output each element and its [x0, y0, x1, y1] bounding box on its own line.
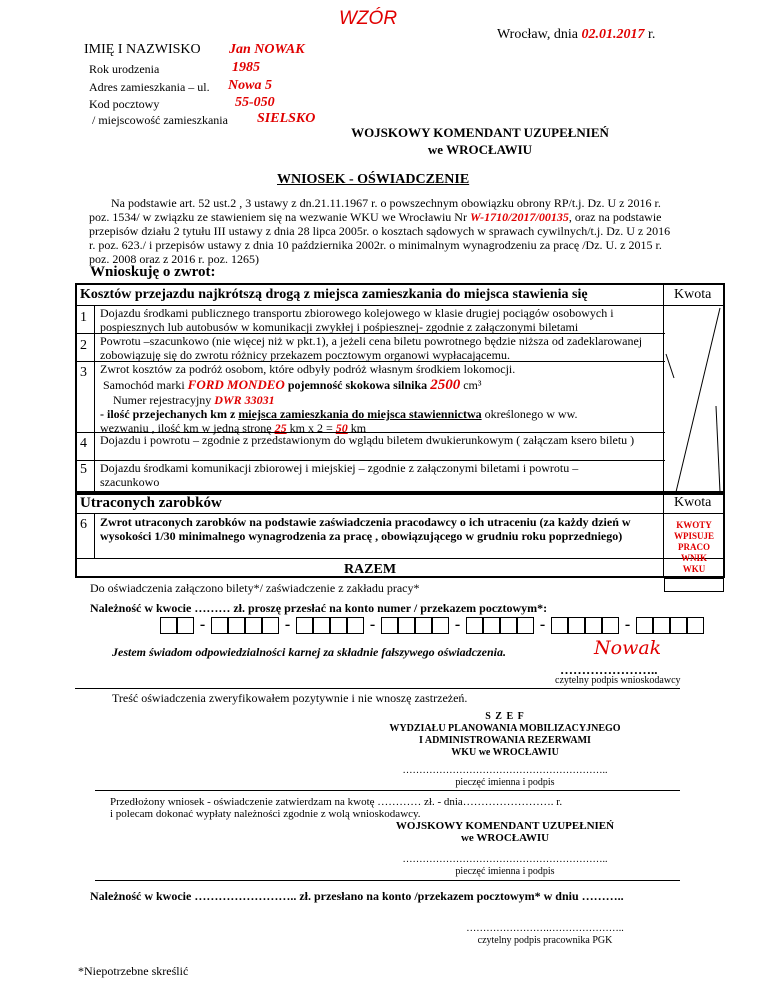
km-line-a: - ilość przejechanych km z: [100, 407, 236, 421]
account-digit-box[interactable]: [653, 617, 670, 634]
account-digit-box[interactable]: [500, 617, 517, 634]
travel-costs-header: Kosztów przejazdu najkrótszą drogą z miejsca zamieszkania do miejsca stawienia się: [80, 287, 588, 302]
account-digit-box[interactable]: [517, 617, 534, 634]
employee-note-line: WKU: [682, 564, 706, 574]
item-3-number: 3: [80, 365, 87, 380]
section2-header-divider: [75, 513, 725, 514]
item-3-text: Zwrot kosztów za podróż osobom, które odbyły podróż własnym środkiem lokomocji.: [100, 362, 516, 376]
account-digit-box[interactable]: [466, 617, 483, 634]
registration-value: DWR 33031: [214, 393, 275, 407]
km-unit: km: [350, 421, 367, 435]
approval-sign-dots: ……………………………………………………..: [402, 854, 608, 865]
strike-line: [716, 406, 720, 492]
strike-line: [666, 354, 674, 378]
km-one-way: 25: [274, 421, 287, 435]
approval-commander: WOJSKOWY KOMENDANT UZUPEŁNIEŃ: [395, 820, 615, 832]
place-date: [497, 27, 655, 43]
total-amount-box[interactable]: [664, 578, 724, 592]
account-digit-box[interactable]: [296, 617, 313, 634]
employee-note-line: WNIK: [680, 553, 707, 563]
watermark-label: WZÓR: [339, 8, 398, 29]
transfer-sign-label: czytelny podpis pracownika PGK: [477, 935, 613, 946]
account-separator: -: [624, 616, 631, 633]
item-6-text: Zwrot utraconych zarobków na podstawie zaświadczenia pracodawcy o ich utraceniu (za każdy dzień w wysokości 1/30 minimalnego wynagrodzenia za pracę , obowiązującego w grudniu roku poprzedniego): [100, 515, 631, 543]
engine-capacity-value: 2500: [430, 377, 461, 393]
account-digit-box[interactable]: [636, 617, 653, 634]
item-6-number: 6: [80, 517, 87, 532]
item-5-text: Dojazdu środkami komunikacji zbiorowej i miejskiej – zgodnie z załączonymi biletami i powrotu – szacunkowo: [100, 461, 579, 489]
account-digit-box[interactable]: [415, 617, 432, 634]
approval-stamp-label: pieczęć imienna i podpis: [455, 866, 555, 877]
reference-number: W-1710/2017/00135: [469, 210, 569, 224]
account-digit-box[interactable]: [551, 617, 568, 634]
total-row-divider: [75, 558, 725, 559]
section2-number-divider: [94, 513, 95, 558]
km-total: 50: [335, 421, 348, 435]
name-label: IMIĘ I NAZWISKO: [84, 42, 201, 57]
employee-note: [666, 520, 722, 575]
km-line-b: miejsca zamieszkania do miejsca stawiennictwa: [238, 407, 482, 421]
item-1-number: 1: [80, 310, 87, 325]
car-details: [103, 377, 481, 394]
lost-earnings-amount-header: Kwota: [674, 495, 712, 510]
account-digit-box[interactable]: [211, 617, 228, 634]
engine-capacity-label: pojemność skokowa silnika: [287, 378, 428, 392]
account-digit-box[interactable]: [177, 617, 194, 634]
item-4-text: Dojazdu i powrotu – zgodnie z przedstawionym do wglądu biletem dwukierunkowym ( załączam ksero biletu ): [100, 433, 635, 447]
account-digit-box[interactable]: [228, 617, 245, 634]
section-divider: [95, 880, 680, 881]
handwritten-signature: Nowak: [594, 637, 662, 659]
legal-basis-part2: , oraz na podstawie przepisów działu 2 tytułu III ustawy z dnia 28 lipca 2005r. o kosztach sądowych w sprawach cywilnych/t.j. Dz. U z 2016 r. poz. 623./ i przepisów ustawy z dnia 10 października 2002r. o minimalnym wynagrodzeniu za pracę /Dz. U. z 2015 r. poz. 2008 oraz z 2016 r. poz. 1265): [89, 210, 671, 266]
birth-value: 1985: [232, 60, 260, 75]
account-digit-box[interactable]: [313, 617, 330, 634]
account-digit-box[interactable]: [585, 617, 602, 634]
account-separator: -: [539, 616, 546, 633]
address-value: Nowa 5: [228, 78, 272, 93]
row-separator: [75, 460, 665, 461]
verification-sign-dots: ……………………………………………………..: [402, 765, 608, 776]
item-5-number: 5: [80, 462, 87, 477]
approval-line2: i polecam dokonać wypłaty należności zgodnie z wolą wnioskodawcy.: [110, 808, 421, 820]
signature-dots: …………………..: [560, 662, 658, 677]
account-digit-box[interactable]: [568, 617, 585, 634]
employee-note-line: PRACO: [678, 542, 710, 552]
account-digit-box[interactable]: [330, 617, 347, 634]
account-digit-box[interactable]: [381, 617, 398, 634]
date-value: 02.01.2017: [581, 27, 645, 42]
row-separator: [75, 361, 665, 362]
section-divider: [75, 688, 680, 689]
department-line1: WYDZIAŁU PLANOWANIA MOBILIZACYJNEGO: [389, 723, 621, 734]
city-value: SIELSKO: [257, 111, 316, 126]
account-separator: -: [369, 616, 376, 633]
place-label: Wrocław, dnia: [497, 27, 578, 42]
account-separator: -: [284, 616, 291, 633]
km-line2-b: km x 2 =: [289, 421, 333, 435]
transfer-line: Należność w kwocie …………………….. zł. przesłano na konto /przekazem pocztowym* w dniu ………..: [90, 889, 624, 903]
strike-line: [676, 308, 720, 492]
approval-line1: Przedłożony wniosek - oświadczenie zatwierdzam na kwotę ………… zł. - dnia……………………. r.: [110, 796, 563, 808]
approval-city: we WROCŁAWIU: [460, 832, 550, 844]
car-brand-label: Samochód marki: [103, 378, 185, 392]
account-separator: -: [199, 616, 206, 633]
account-digit-box[interactable]: [483, 617, 500, 634]
row-separator: [75, 432, 665, 433]
liability-statement: Jestem świadom odpowiedzialności karnej za składnie fałszywego oświadczenia.: [112, 645, 507, 659]
request-heading: Wnioskuję o zwrot:: [90, 264, 216, 280]
address-label: Adres zamieszkania – ul.: [89, 80, 210, 94]
footnote: *Niepotrzebne skreślić: [78, 964, 189, 978]
city-label: / miejscowość zamieszkania: [92, 113, 228, 127]
payment-request: Należność w kwocie ……… zł. proszę przesłać na konto numer / przekazem pocztowym*:: [90, 601, 548, 615]
total-label: RAZEM: [343, 562, 397, 577]
birth-label: Rok urodzenia: [89, 62, 160, 76]
account-digit-box[interactable]: [347, 617, 364, 634]
legal-basis-part1: Na podstawie art. 52 ust.2 , 3 ustawy z dn.21.11.1967 r. o powszechnym obowiązku obrony RP/t.j. Dz. U z 2016 r. poz. 1534/ w związku ze stawieniem się na wezwanie WKU we Wrocławiu Nr: [89, 196, 661, 224]
date-suffix: r.: [647, 27, 656, 42]
item-2-number: 2: [80, 338, 87, 353]
name-value: Jan NOWAK: [229, 42, 305, 57]
addressee-line2: we WROCŁAWIU: [427, 142, 533, 157]
km-line-c: określonego w ww.: [484, 407, 578, 421]
registration-label: Numer rejestracyjny: [113, 393, 212, 407]
department-line3: WKU we WROCŁAWIU: [451, 747, 559, 758]
item-4-number: 4: [80, 436, 87, 451]
employee-note-line: WPISUJE: [673, 531, 714, 541]
postal-value: 55-050: [235, 95, 275, 110]
employee-note-line: KWOTY: [676, 520, 712, 530]
account-digit-box[interactable]: [262, 617, 279, 634]
travel-amount-header: Kwota: [674, 287, 712, 302]
item-1-text: Dojazdu środkami publicznego transportu zbiorowego kolejowego w klasie drugiej pociągów osobowych i pospiesznych lub autobusów w komunikacji zwykłej i pośpiesznej- zgodnie z załączonymi biletami: [100, 306, 614, 334]
car-brand-value: FORD MONDEO: [187, 377, 285, 392]
attachments-note: Do oświadczenia załączono bilety*/ zaświadczenie z zakładu pracy*: [90, 581, 420, 595]
row-separator: [75, 333, 665, 334]
account-digit-box[interactable]: [245, 617, 262, 634]
account-digit-box[interactable]: [160, 617, 177, 634]
km-line2-a: wezwaniu , ilość km w jedną stronę: [100, 421, 272, 435]
account-digit-box[interactable]: [670, 617, 687, 634]
amount-strike-lines: [664, 306, 724, 496]
postal-label: Kod pocztowy: [89, 97, 160, 111]
section-divider: [95, 790, 680, 791]
account-digit-box[interactable]: [687, 617, 704, 634]
chief-title: S Z E F: [485, 711, 525, 722]
addressee-line1: WOJSKOWY KOMENDANT UZUPEŁNIEŃ: [351, 125, 609, 140]
account-digit-box[interactable]: [432, 617, 449, 634]
item-2-text: Powrotu –szacunkowo (nie więcej niż w pkt.1), a jeżeli cena biletu powrotnego będzie niższa od zadeklarowanej zobowiązuję się do zwrotu różnicy przekazem pocztowym organowi wypłacającemu.: [100, 334, 643, 362]
transfer-sign-dots: …………………….…………………..: [466, 923, 624, 934]
account-separator: -: [454, 616, 461, 633]
engine-capacity-unit: cm³: [463, 378, 482, 392]
account-digit-box[interactable]: [602, 617, 619, 634]
signature-label: czytelny podpis wnioskodawcy: [555, 675, 681, 686]
legal-basis: [89, 196, 674, 266]
verification-stamp-label: pieczęć imienna i podpis: [455, 777, 555, 788]
lost-earnings-header: Utraconych zarobków: [80, 495, 222, 511]
department-line2: I ADMINISTROWANIA REZERWAMI: [419, 735, 591, 746]
km-line-1: [100, 407, 577, 422]
account-digit-box[interactable]: [398, 617, 415, 634]
form-title: WNIOSEK - OŚWIADCZENIE: [277, 172, 470, 187]
registration: [113, 393, 275, 408]
verification-text: Treść oświadczenia zweryfikowałem pozytywnie i nie wnoszę zastrzeżeń.: [112, 691, 468, 705]
